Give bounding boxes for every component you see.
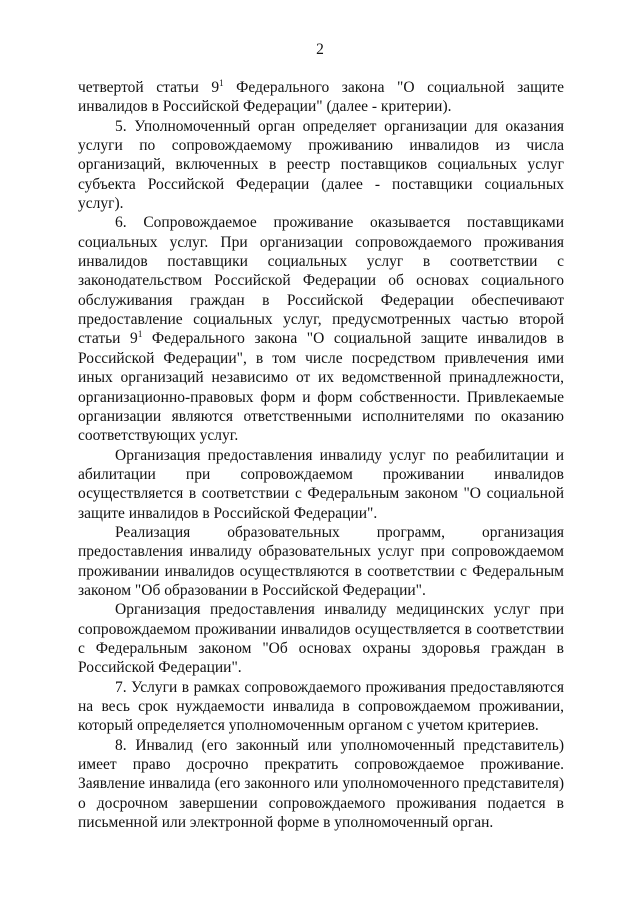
paragraph-item-6 [78,213,564,445]
article-superscript: 1 [137,329,143,340]
paragraph-item-5 [78,117,564,214]
paragraph-text: Федерального закона "О социальной защите инвалидов в Российской Федерации" (далее - критерии). [78,79,564,116]
paragraph-text: 5. Уполномоченный орган определяет организации для оказания услуги по сопровождаемому проживанию инвалидов из числа организаций, включенных в реестр поставщиков социальных услуг субъекта Российской Федерации (далее - поставщики социальных услуг). [78,117,564,213]
paragraph-continuation [78,78,564,117]
paragraph-text: Организация предоставления инвалиду услуг по реабилитации и абилитации при сопровождаемом проживании инвалидов осуществляется в соответствии с Федеральным законом "О социальной защите инвалидов в Российской Федерации". [78,446,564,522]
paragraph-text: четвертой статьи 9 [78,79,220,96]
paragraph-text: Организация предоставления инвалиду медицинских услуг при сопровождаемом проживании инвалидов осуществляется в соответствии с Федеральным законом "Об основах охраны здоровья граждан в Российской Федерации". [78,601,564,677]
document-body [78,78,564,832]
paragraph-text: Федерального закона "О социальной защите инвалидов в Российской Федерации", в том числе посредством привлечения ими иных организаций независимо от их ведомственной принадлежности, организационно-правовых форм и форм собственности. Привлекаемые организации являются ответственными исполнителями по оказанию соответствующих услуг. [78,330,564,445]
page-number: 2 [316,41,324,58]
paragraph-medical [78,600,564,677]
paragraph-item-8 [78,736,564,833]
paragraph-text: Реализация образовательных программ, организация предоставления инвалиду образовательных услуг при сопровождаемом проживании инвалидов осуществляются в соответствии с Федеральным законом "Об образовании в Российской Федерации". [78,523,564,599]
paragraph-text: 8. Инвалид (его законный или уполномоченный представитель) имеет право досрочно прекратить сопровождаемое проживание. Заявление инвалида (его законного или уполномоченного представителя) о досрочном завершении сопровождаемого проживания подается в письменной или электронной форме в уполномоченный орган. [78,736,564,832]
paragraph-rehabilitation [78,446,564,523]
paragraph-education [78,523,564,600]
paragraph-text: 7. Услуги в рамках сопровождаемого проживания предоставляются на весь срок нуждаемости инвалида в сопровождаемом проживании, который определяется уполномоченным органом с учетом критериев. [78,678,564,735]
article-superscript: 1 [219,78,224,88]
paragraph-item-7 [78,678,564,736]
paragraph-text: 6. Сопровождаемое проживание оказывается поставщиками социальных услуг. При организации сопровождаемого проживания инвалидов поставщики социальных услуг в соответствии с законодательством Российской Федерации об основах социального обслуживания граждан в Российской Федерации обеспечивают предоставление социальных услуг, предусмотренных частью второй статьи 9 [78,214,564,348]
